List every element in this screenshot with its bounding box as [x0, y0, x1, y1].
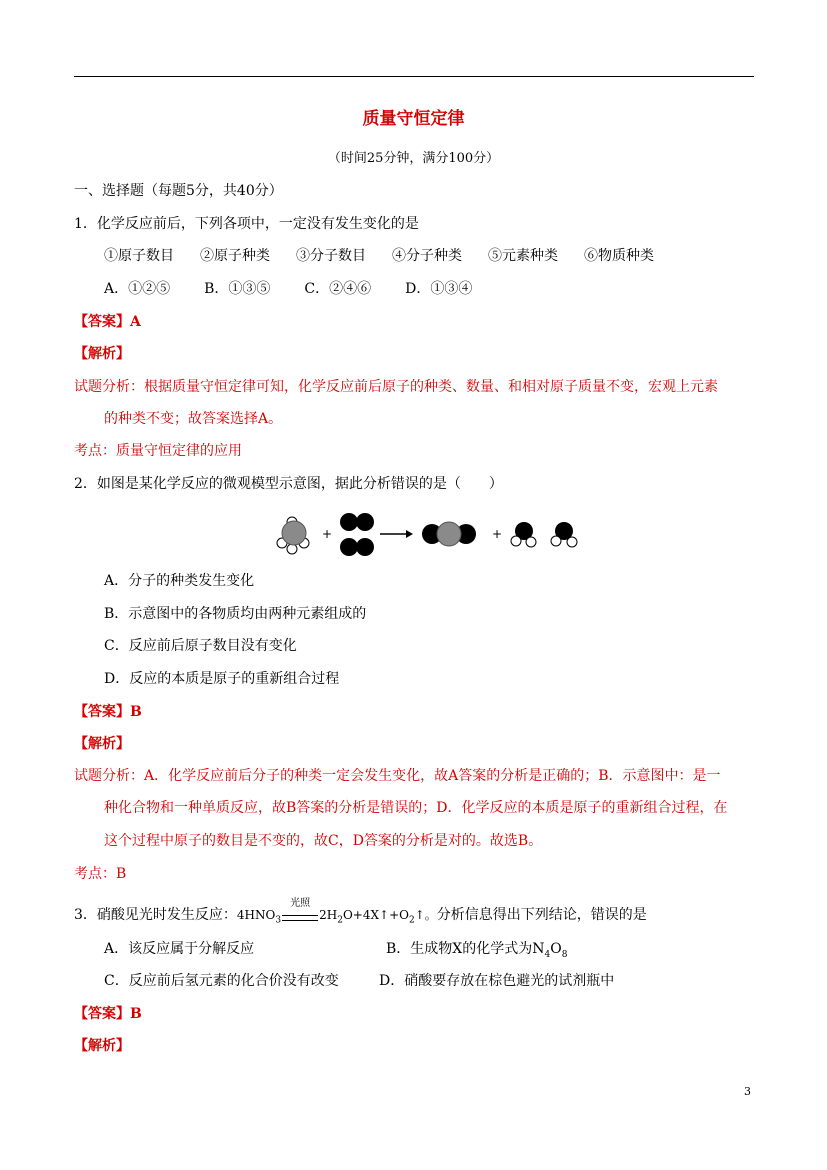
q3-analysis-label: 【解析】: [74, 1038, 130, 1054]
q1-analysis-line: 的种类不变；故答案选择A。: [104, 411, 283, 427]
page-number: 3: [744, 1085, 751, 1098]
molecule-o2: [340, 513, 374, 556]
q1-option: D．①③④: [405, 281, 473, 297]
answer-label: 【答案】: [74, 704, 130, 720]
q1-analysis-line: 试题分析：根据质量守恒定律可知，化学反应前后原子的种类、数量、和相对原子质量不变，宏观上元素: [74, 379, 718, 395]
plus-sign: +: [492, 527, 503, 541]
q2-option: C．反应前后原子数目没有变化: [104, 638, 297, 654]
q2-option: B．示意图中的各物质均由两种元素组成的: [104, 606, 367, 622]
reaction-diagram: [270, 505, 590, 565]
q1-item: ④分子种类: [392, 248, 462, 264]
q1-option: A．①②⑤: [104, 281, 171, 297]
plus-sign: +: [322, 527, 333, 541]
q1-item: ⑥物质种类: [584, 248, 654, 264]
q2-point: 考点：B: [74, 866, 127, 882]
q1-item: ⑤元素种类: [488, 248, 558, 264]
q2-stem: 2．如图是某化学反应的微观模型示意图，据此分析错误的是（ ）: [74, 476, 503, 492]
arrow-icon: [380, 530, 413, 538]
answer-value: A: [130, 314, 141, 330]
answer-value: B: [130, 1006, 142, 1022]
q1-analysis-label: 【解析】: [74, 346, 130, 362]
q3-answer: [74, 1005, 142, 1023]
q2-option: A．分子的种类发生变化: [104, 573, 255, 589]
q1-item: ③分子数目: [296, 248, 366, 264]
q3-option-a: A．该反应属于分解反应: [104, 941, 255, 957]
header-rule: [74, 76, 754, 77]
reaction-condition: 光照: [281, 906, 319, 924]
q3-stem: [74, 898, 647, 929]
q3-stem-suffix: 分析信息得出下列结论，错误的是: [436, 907, 647, 923]
molecule-co2: [422, 522, 476, 546]
q3-option-d: D．硝酸要存放在棕色避光的试剂瓶中: [379, 973, 615, 989]
q2-analysis-line: 种化合物和一种单质反应，故B答案的分析是错误的；D．化学反应的本质是原子的重新组合过程，在: [104, 800, 728, 816]
time-info: （时间25分钟，满分100分）: [327, 151, 500, 166]
answer-label: 【答案】: [74, 314, 130, 330]
section-heading: 一、选择题（每题5分，共40分）: [74, 183, 283, 199]
q1-point: 考点：质量守恒定律的应用: [74, 443, 242, 459]
chemical-equation: $4HNO_3$ 光照 $2H_2O+4X↑+O_2↑$。: [236, 898, 437, 926]
q1-options: [104, 280, 498, 298]
q1-item: ①原子数目: [104, 248, 174, 264]
molecule-h2o: [511, 522, 577, 547]
q1-items: [104, 247, 680, 265]
answer-value: B: [130, 704, 142, 720]
answer-label: 【答案】: [74, 1006, 130, 1022]
q1-option: B．①③⑤: [204, 281, 271, 297]
q2-analysis-line: 这个过程中原子的数目是不变的，故C，D答案的分析是对的。故选B。: [104, 833, 543, 849]
q3-stem-prefix: 3．硝酸见光时发生反应：: [74, 907, 237, 923]
q1-stem: 1．化学反应前后，下列各项中，一定没有发生变化的是: [74, 216, 419, 232]
q3-option-c: C．反应前后氢元素的化合价没有改变: [104, 973, 339, 989]
q1-option: C．②④⑥: [304, 281, 372, 297]
q1-item: ②原子种类: [200, 248, 270, 264]
q2-analysis-label: 【解析】: [74, 736, 130, 752]
q2-option: D．反应的本质是原子的重新组合过程: [104, 671, 340, 687]
q2-analysis-line: 试题分析：A．化学反应前后分子的种类一定会发生变化，故A答案的分析是正确的；B．示意图中：是一: [74, 768, 721, 784]
q1-answer: [74, 313, 141, 331]
page-title: 质量守恒定律: [362, 109, 465, 129]
q3-option-b: B．生成物X的化学式为$N_4O_8$: [386, 941, 568, 960]
molecule-ch4: [277, 517, 309, 554]
q2-answer: [74, 703, 142, 721]
